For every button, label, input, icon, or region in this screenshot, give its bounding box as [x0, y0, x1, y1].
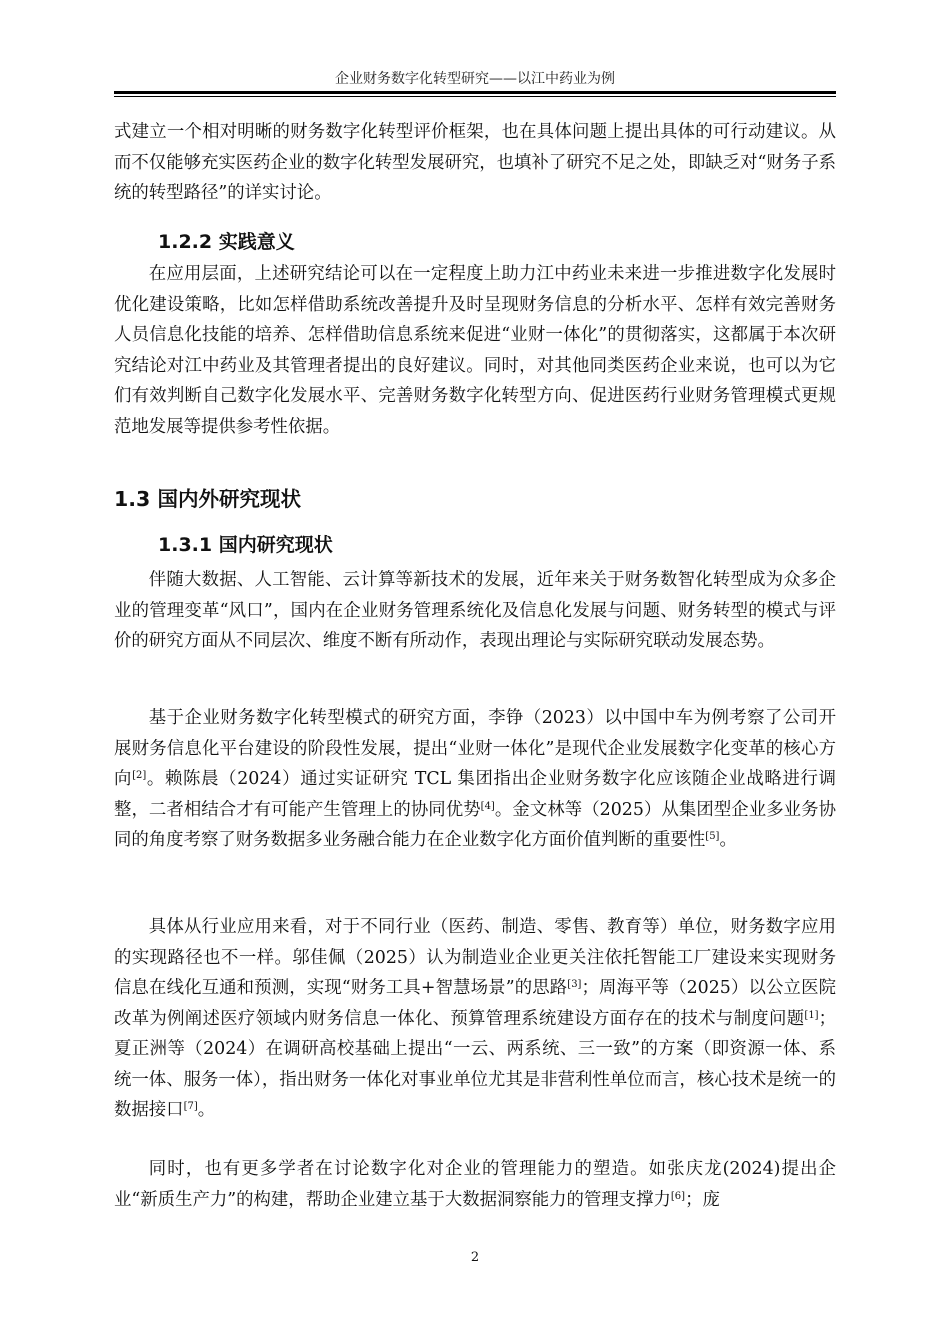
- paragraph-industry-applications: [114, 912, 836, 1126]
- running-header: 企业财务数字化转型研究——以江中药业为例: [335, 71, 615, 87]
- text-run: ；庞: [685, 1189, 720, 1210]
- citation-ref: [5]: [705, 831, 720, 842]
- text-run: 。: [719, 830, 737, 850]
- paragraph-continuation: 式建立一个相对明晰的财务数字化转型评价框架，也在具体问题上提出具体的可行动建议。从而不仅能够充实医药企业的数字化转型发展研究，也填补了研究不足之处，即缺乏对“财务子系统的转型路径”的详实讨论。: [114, 122, 836, 203]
- text-run: 同时，也有更多学者在讨论数字化对企业的管理能力的塑造。如张庆龙(2024)提出企业“新质生产力”的构建，帮助企业建立基于大数据洞察能力的管理支撑力: [114, 1159, 836, 1210]
- text-run: 。: [197, 1100, 216, 1120]
- text-run: 基于企业财务数字化转型模式的研究方面，李铮（2023）以中国中车为例考察了公司开展财务信息化平台建设的阶段性发展，提出“业财一体化”是现代企业发展数字化变革的核心方向: [114, 708, 836, 789]
- text-run: 。赖陈晨（2024）通过实证研究 TCL 集团指出企业财务数字化应该随企业战略进行调整，二者相结合才有可能产生管理上的协同优势: [114, 769, 836, 820]
- paragraph-management-capability: [114, 1154, 836, 1215]
- header-rule-thick: [114, 91, 836, 94]
- citation-ref: [2]: [132, 770, 147, 781]
- header-rule-thin: [114, 96, 836, 97]
- citation-ref: [3]: [567, 979, 582, 990]
- section-heading-1-2-2: 1.2.2 实践意义: [158, 231, 295, 253]
- section-heading-1-3: 1.3 国内外研究现状: [114, 487, 301, 511]
- text-run: 具体从行业应用来看，对于不同行业（医药、制造、零售、教育等）单位，财务数字应用的实现路径也不一样。邬佳佩（2025）认为制造业企业更关注依托智能工厂建设来实现财务信息在线化互通和预测，实现“财务工具+智慧场景”的思路: [114, 917, 836, 998]
- paragraph-transformation-models: [114, 703, 836, 856]
- citation-ref: [4]: [480, 800, 495, 812]
- page-number: 2: [470, 1250, 480, 1265]
- citation-ref: [7]: [183, 1101, 198, 1112]
- text-run: ；周海平等（2025）以公立医院改革为例阐述医疗领域内财务信息一体化、预算管理系统建设方面存在的技术与制度问题: [114, 978, 836, 1029]
- citation-ref: [1]: [804, 1009, 819, 1021]
- citation-ref: [6]: [670, 1190, 686, 1202]
- section-heading-1-3-1: 1.3.1 国内研究现状: [158, 534, 333, 556]
- text-run: ；夏正洲等（2024）在调研高校基础上提出“一云、两系统、三一致”的方案（即资源一体、系统一体、服务一体），指出财务一体化对事业单位尤其是非营利性单位而言，核心技术是统一的数据接口: [114, 1008, 836, 1120]
- paragraph-practical-significance: 在应用层面，上述研究结论可以在一定程度上助力江中药业未来进一步推进数字化发展时优化建设策略，比如怎样借助系统改善提升及时呈现财务信息的分析水平、怎样有效完善财务人员信息化技能的培养、怎样借助信息系统来促进“业财一体化”的贯彻落实，这都属于本次研究结论对江中药业及其管理者提出的良好建议。同时，对其他同类医药企业来说，也可以为它们有效判断自己数字化发展水平、完善财务数字化转型方向、促进医药行业财务管理模式更规范地发展等提供参考性依据。: [114, 264, 836, 437]
- paragraph-domestic-overview: 伴随大数据、人工智能、云计算等新技术的发展，近年来关于财务数智化转型成为众多企业的管理变革“风口”，国内在企业财务管理系统化及信息化发展与问题、财务转型的模式与评价的研究方面从不同层次、维度不断有所动作，表现出理论与实际研究联动发展态势。: [114, 570, 836, 651]
- text-run: 。金文林等（2025）从集团型企业多业务协同的角度考察了财务数据多业务融合能力在企业数字化方面价值判断的重要性: [114, 799, 836, 850]
